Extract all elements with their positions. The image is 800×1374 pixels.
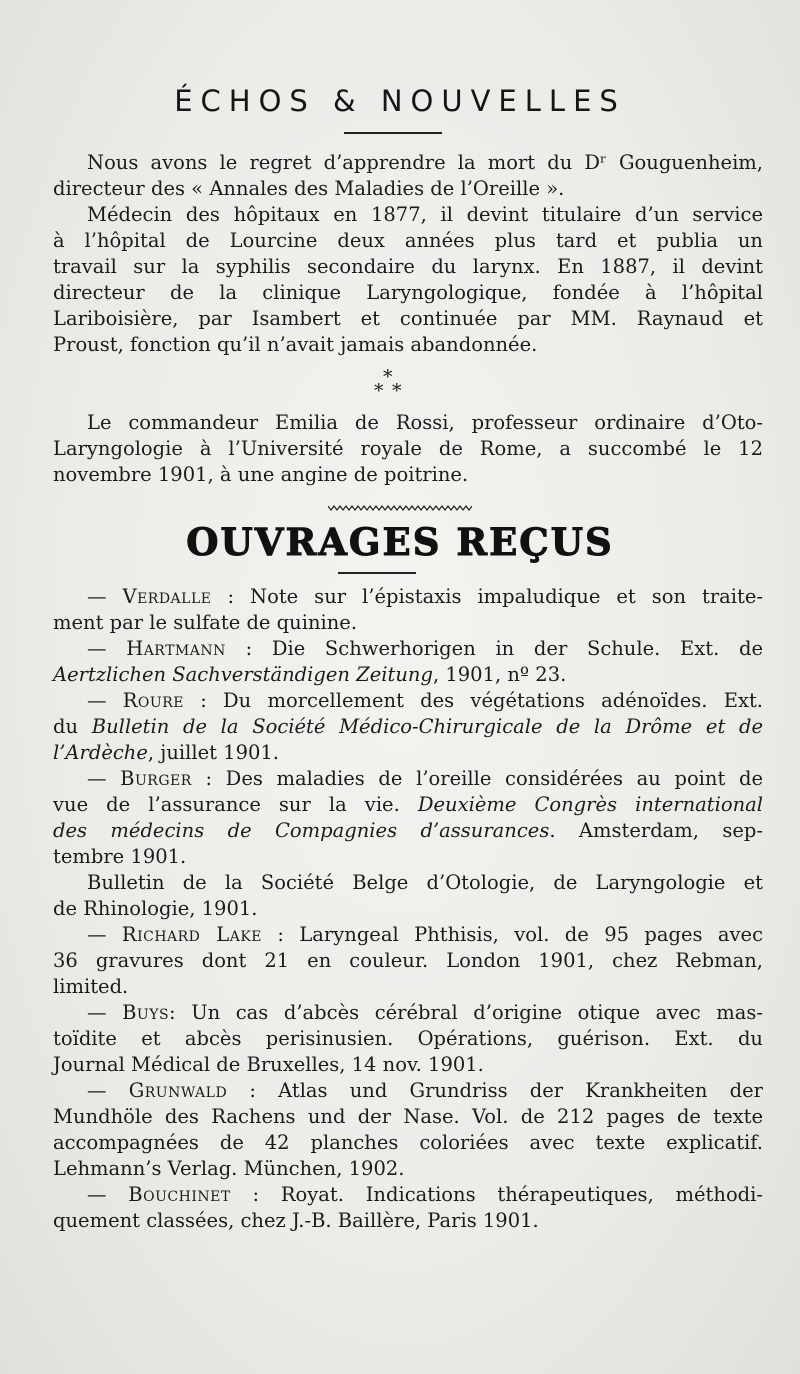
echos-line: Nous avons le regret d’apprendre la mort du Dʳ Gouguenheim, (87, 151, 763, 174)
entry-line: — Bouchinet : Royat. Indications thérapeutiques, méthodi- (87, 1183, 763, 1206)
entry-line: du Bulletin de la Société Médico-Chirurgicale de la Drôme et de (53, 715, 763, 738)
entry-line: quement classées, chez J.-B. Baillère, Paris 1901. (53, 1209, 539, 1232)
author-name: Verdalle (122, 585, 212, 608)
entry-line: Lehmann’s Verlag. München, 1902. (53, 1157, 405, 1180)
echos-line: Proust, fonction qu’il n’avait jamais abandonnée. (53, 333, 538, 356)
author-name: Bouchinet (128, 1183, 231, 1206)
echos-line: Laryngologie à l’Université royale de Rome, a succombé le 12 (53, 437, 763, 460)
echos-line: directeur des « Annales des Maladies de l’Oreille ». (53, 177, 565, 200)
author-name: Burger (120, 767, 192, 790)
entry-line: — Buys: Un cas d’abcès cérébral d’origine otique avec mas- (87, 1001, 763, 1024)
entry-line: l’Ardèche, juillet 1901. (53, 741, 280, 764)
echos-paragraph-block (53, 150, 763, 358)
entry-line: Aertzlichen Sachverständigen Zeitung, 1901, nº 23. (53, 663, 567, 686)
echos-line: Médecin des hôpitaux en 1877, il devint titulaire d’un service (87, 203, 763, 226)
asterism-star: * (383, 366, 393, 388)
heading-underline (338, 572, 416, 574)
echos-line: novembre 1901, à une angine de poitrine. (53, 463, 469, 486)
entry-line: — Grunwald : Atlas und Grundriss der Krankheiten der (87, 1079, 763, 1102)
echos-line: travail sur la syphilis secondaire du larynx. En 1887, il devint (53, 255, 763, 278)
entry-line: — Verdalle : Note sur l’épistaxis impaludique et son traite- (87, 585, 763, 608)
author-name: Hartmann (126, 637, 226, 660)
entry-line: accompagnées de 42 planches coloriées avec texte explicatif. (53, 1131, 763, 1154)
entry-line: toïdite et abcès perisinusien. Opérations, guérison. Ext. du (53, 1027, 763, 1050)
echos-paragraph-block (53, 410, 763, 488)
entry-line: Journal Médical de Bruxelles, 14 nov. 1901. (53, 1053, 484, 1076)
entry-line: — Burger : Des maladies de l’oreille considérées au point de (87, 767, 763, 790)
entry-line: vue de l’assurance sur la vie. Deuxième Congrès international (53, 793, 764, 816)
entry-line: de Rhinologie, 1901. (53, 897, 258, 920)
echos-line: directeur de la clinique Laryngologique, fondée à l’hôpital (53, 281, 763, 304)
ouvrages-recus-title: OUVRAGES REÇUS (186, 520, 614, 564)
entry-line: ment par le sulfate de quinine. (53, 611, 358, 634)
echos-line: Le commandeur Emilia de Rossi, professeur ordinaire d’Oto- (87, 411, 763, 434)
entry-line: des médecins de Compagnies d’assurances. Amsterdam, sep- (53, 819, 763, 842)
entry-line: limited. (53, 975, 129, 998)
entry-line: — Roure : Du morcellement des végétations adénoïdes. Ext. (87, 689, 764, 712)
entry-line: Bulletin de la Société Belge d’Otologie, de Laryngologie et (87, 871, 763, 894)
entry-line: — Richard Lake : Laryngeal Phthisis, vol. de 95 pages avec (87, 923, 764, 946)
author-name: Buys (122, 1001, 170, 1024)
wavy-ornament (328, 504, 472, 512)
entry-line: tembre 1901. (53, 845, 187, 868)
entry-line: 36 gravures dont 21 en couleur. London 1901, chez Rebman, (53, 949, 763, 972)
asterism-separator (370, 366, 410, 406)
ouvrages-list (53, 584, 763, 1234)
entry-line: Mundhöle des Rachens und der Nase. Vol. de 212 pages de texte (53, 1105, 763, 1128)
echos-line: à l’hôpital de Lourcine deux années plus tard et publia un (53, 229, 763, 252)
asterism-star: * (374, 380, 384, 402)
author-name: Grunwald (128, 1079, 228, 1102)
echos-line: Lariboisière, par Isambert et continuée par MM. Raynaud et (53, 307, 763, 330)
asterism-star: * (392, 380, 402, 402)
author-name: Roure (122, 689, 184, 712)
author-name: Richard Lake (121, 923, 263, 946)
echos-nouvelles-title: ÉCHOS & NOUVELLES (174, 84, 626, 118)
entry-line: — Hartmann : Die Schwerhorigen in der Schule. Ext. de (87, 637, 763, 660)
title-underline (344, 132, 442, 134)
